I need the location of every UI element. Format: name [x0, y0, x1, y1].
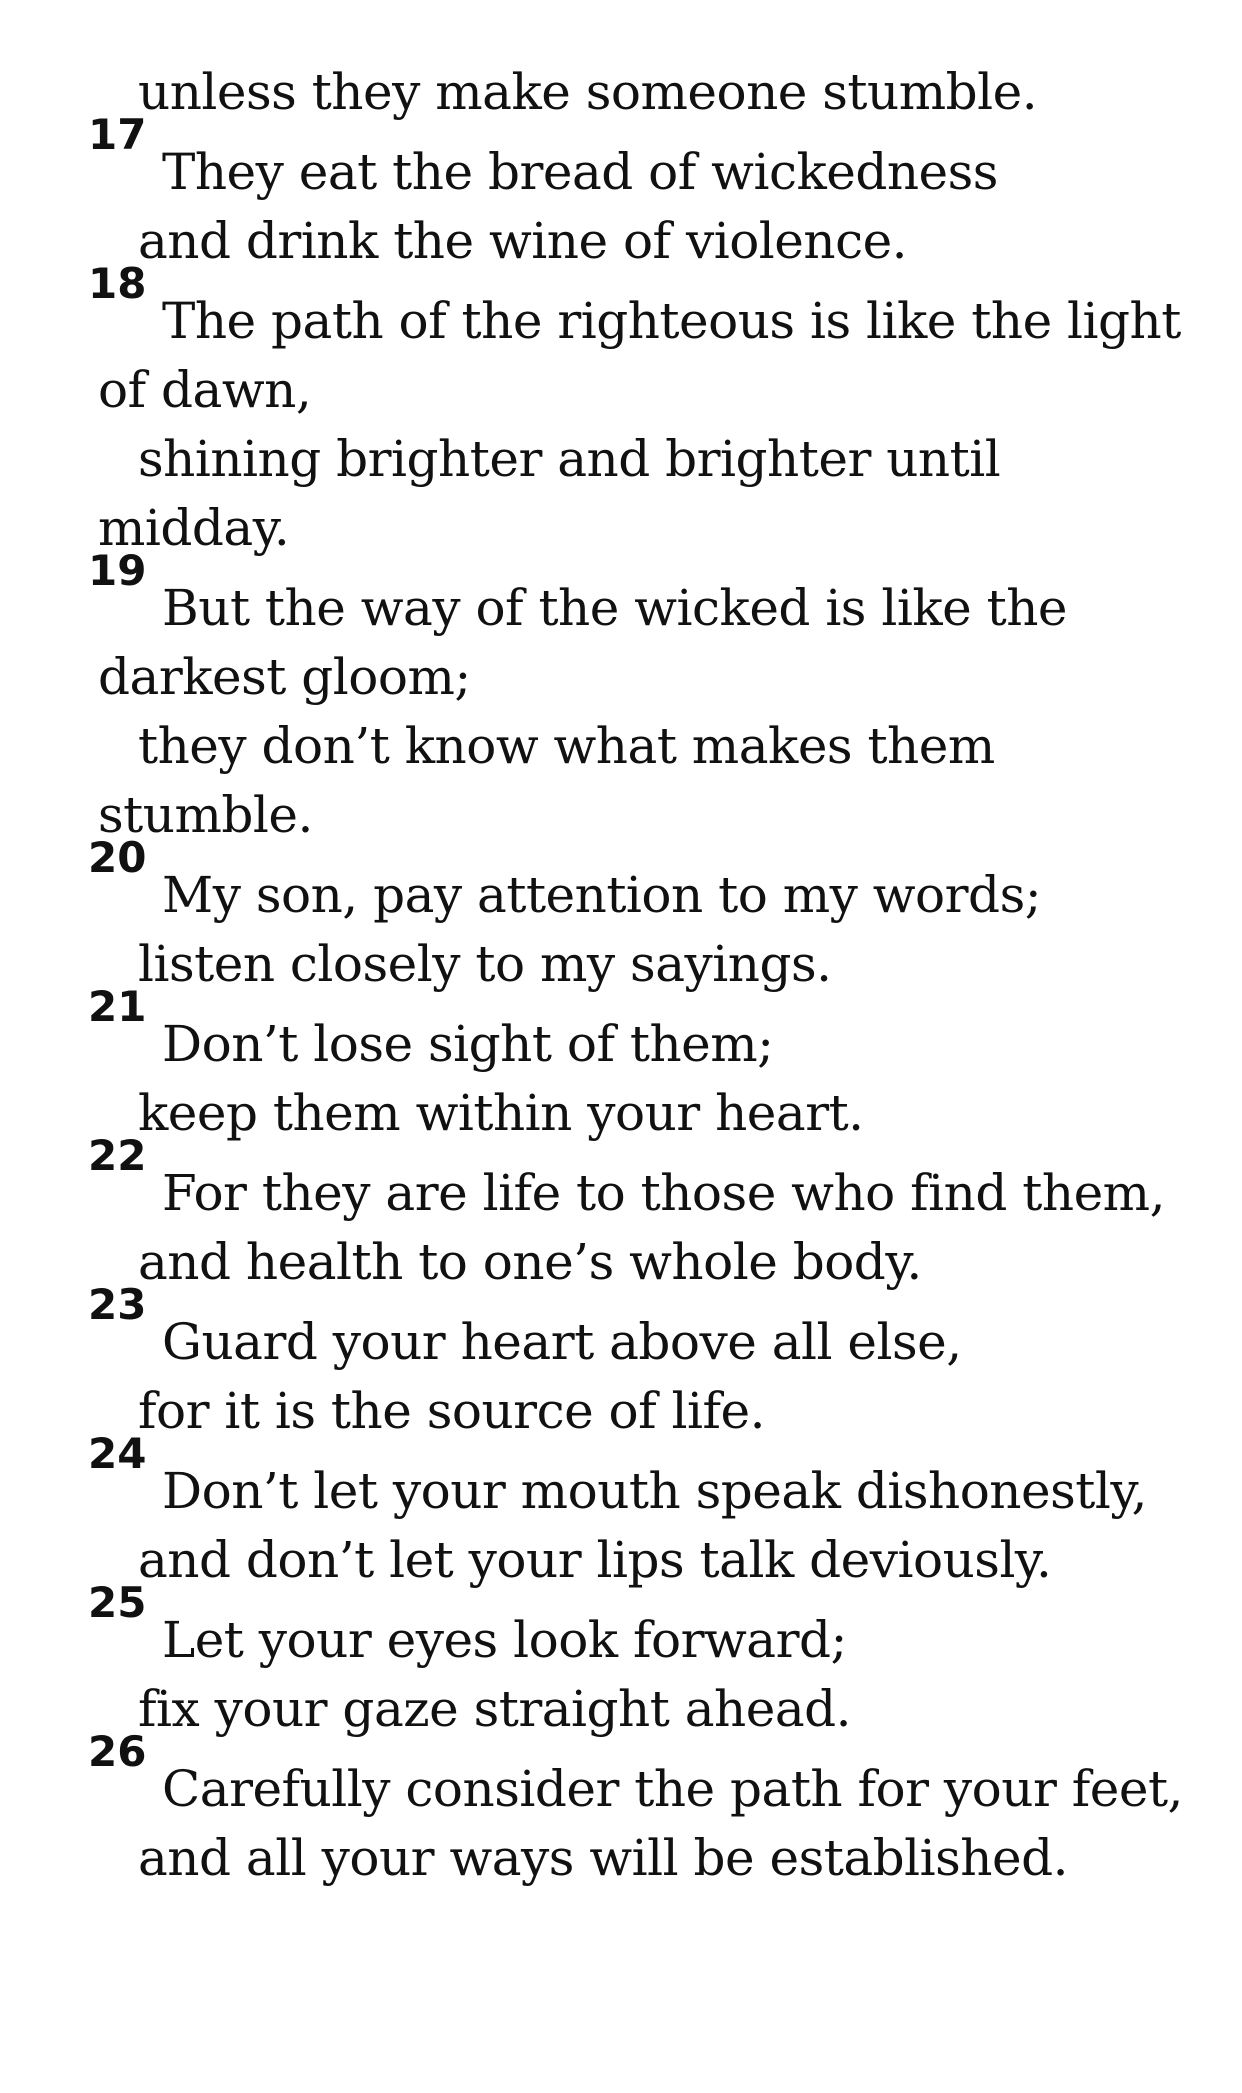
verse-line: and drink the wine of violence. — [138, 212, 908, 270]
verse-line: stumble. — [98, 786, 313, 844]
verse-number: 22 — [88, 1131, 147, 1180]
verse-number: 26 — [88, 1727, 147, 1776]
verse-line: darkest gloom; — [98, 648, 471, 706]
verse-line: For they are life to those who find them, — [162, 1164, 1165, 1222]
verse-line: Carefully consider the path for your feet, — [162, 1760, 1183, 1818]
verse-line: The path of the righteous is like the light — [162, 292, 1181, 350]
verse-line: and all your ways will be established. — [138, 1829, 1068, 1887]
verse-number: 19 — [88, 546, 147, 595]
verse-number: 21 — [88, 982, 147, 1031]
verse-line: unless they make someone stumble. — [138, 63, 1038, 121]
verse-line: Guard your heart above all else, — [162, 1313, 962, 1371]
verse-number: 25 — [88, 1578, 147, 1627]
verse-number: 24 — [88, 1429, 147, 1478]
verse-line: for it is the source of life. — [138, 1382, 766, 1440]
verse-line: listen closely to my sayings. — [138, 935, 832, 993]
verse-line: They eat the bread of wickedness — [162, 143, 998, 201]
verse-line: midday. — [98, 499, 290, 557]
verse-number: 23 — [88, 1280, 147, 1329]
verse-number: 20 — [88, 833, 147, 882]
verse-line: they don’t know what makes them — [138, 717, 995, 775]
verse-line: shining brighter and brighter until — [138, 430, 1001, 488]
verse-line: Let your eyes look forward; — [162, 1611, 847, 1669]
verse-number: 17 — [88, 110, 147, 159]
verse-line: My son, pay attention to my words; — [162, 866, 1042, 924]
verse-line: keep them within your heart. — [138, 1084, 864, 1142]
verse-number: 18 — [88, 259, 147, 308]
verse-line: and don’t let your lips talk deviously. — [138, 1531, 1052, 1589]
verse-line: of dawn, — [98, 361, 312, 419]
verse-line: Don’t let your mouth speak dishonestly, — [162, 1462, 1147, 1520]
verse-line: and health to one’s whole body. — [138, 1233, 922, 1291]
verse-line: Don’t lose sight of them; — [162, 1015, 774, 1073]
verse-line: fix your gaze straight ahead. — [138, 1680, 852, 1738]
verse-line: But the way of the wicked is like the — [162, 579, 1068, 637]
